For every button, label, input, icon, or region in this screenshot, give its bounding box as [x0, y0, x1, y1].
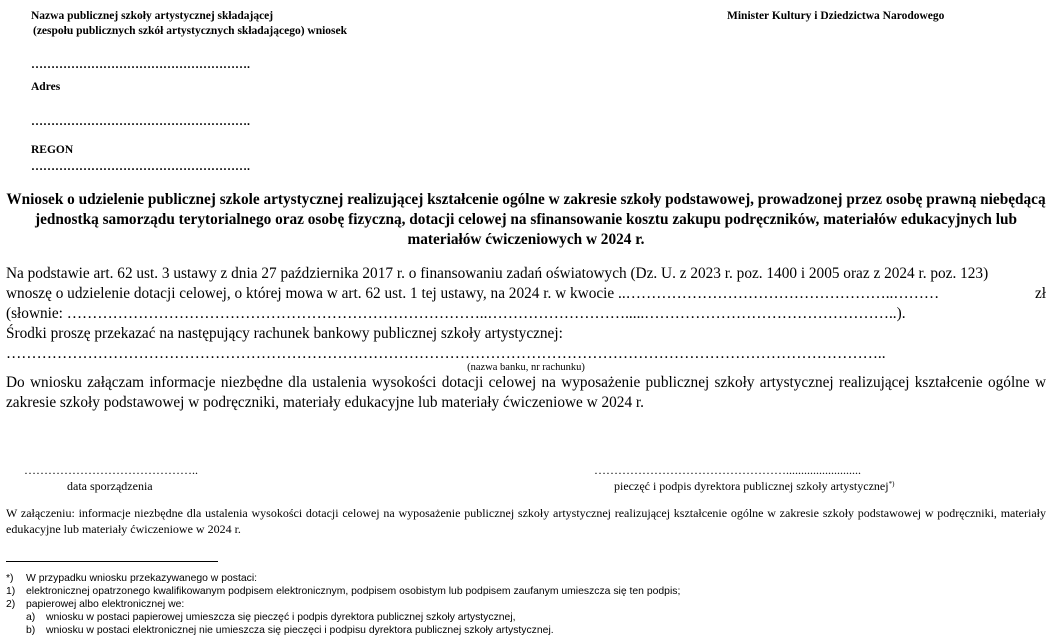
footnote-sub-a-letter: a): [26, 612, 36, 623]
director-signature-block: [594, 462, 914, 494]
amount-in-words-field[interactable]: (słownie: ………………………………………………………………………..……………………….....…………………………………………..).: [6, 305, 906, 322]
request-line-1: Na podstawie art. 62 ust. 3 ustawy z dnia 27 października 2017 r. o finansowaniu zadań oświatowych (Dz. U. z 2023 r. poz. 1400 i 2005 oraz z 2024 r. poz. 123): [6, 265, 989, 282]
date-label: data sporządzenia: [67, 479, 153, 493]
amount-field[interactable]: wnoszę o udzielenie dotacji celowej, o której mowa w art. 62 ust. 1 tej ustawy, na 2024 r. w kwocie ..……………………………………………..………: [6, 285, 940, 302]
footnote-mark: *): [6, 573, 14, 584]
bank-account-instruction: Środki proszę przekazać na następujący rachunek bankowy publicznej szkoły artystycznej:: [6, 325, 563, 342]
school-name-label-line1: Nazwa publicznej szkoły artystycznej składającej: [31, 10, 274, 22]
footnote-intro: W przypadku wniosku przekazywanego w postaci:: [26, 573, 258, 584]
address-field[interactable]: ……………………………………………….: [31, 114, 250, 128]
school-name-label: [31, 9, 347, 39]
footnote-item-2-number: 2): [6, 599, 16, 610]
footnote-item-2: papierowej albo elektronicznej we:: [26, 599, 185, 610]
footnote-block: [6, 572, 1046, 637]
recipient-label: Minister Kultury i Dziedzictwa Narodowego: [727, 10, 945, 22]
footnote-divider: [6, 561, 218, 562]
regon-label: REGON: [31, 144, 74, 156]
request-line-2: [6, 284, 1046, 304]
footnote-sub-b-letter: b): [26, 625, 36, 636]
bank-account-field[interactable]: ………………………………………………………………………………………………………………………………………………………..: [6, 345, 886, 362]
currency-label: zł: [1034, 285, 1046, 302]
signature-field[interactable]: ………………………………………….........................: [594, 463, 861, 477]
footnote-sub-b: wniosku w postaci elektronicznej nie umieszcza się pieczęci i podpisu dyrektora publicznej szkoły artystycznej.: [46, 625, 554, 636]
address-label: Adres: [31, 81, 61, 93]
footnote-item-1: elektronicznej opatrzonego kwalifikowanym podpisem elektronicznym, podpisem osobistym lub podpisem zaufanym umieszcza się ten podpis;: [26, 586, 681, 597]
school-name-label-line2: (zespołu publicznych szkół artystycznych składającego) wniosek: [33, 25, 348, 37]
date-field[interactable]: ……………………………………..: [24, 463, 198, 477]
footnote-sub-a: wniosku w postaci papierowej umieszcza się pieczęć i podpis dyrektora publicznej szkoły artystycznej,: [46, 612, 516, 623]
regon-field[interactable]: ……………………………………………….: [31, 159, 250, 173]
school-name-field[interactable]: ……………………………………………….: [31, 57, 250, 71]
signature-label-text: pieczęć i podpis dyrektora publicznej szkoły artystycznej: [614, 479, 889, 493]
date-signature-block: [24, 462, 204, 494]
signature-footnote-mark: *): [888, 480, 895, 488]
signature-label: [594, 478, 914, 494]
footnote-item-1-number: 1): [6, 586, 16, 597]
bank-account-caption: (nazwa banku, nr rachunku): [467, 362, 585, 373]
document-title: Wniosek o udzielenie publicznej szkole artystycznej realizującej kształcenie ogólne w zakresie szkoły podstawowej, prowadzonej przez osobę prawną niebędącą jednostką samorządu terytorialnego oraz osobę fizyczną, dotacji celowej na sfinansowanie kosztu zakupu podręczników, materiałów edukacyjnych lub materiałów ćwiczeniowych w 2024 r.: [6, 191, 1046, 248]
attachment-note: W załączeniu: informacje niezbędne dla ustalenia wysokości dotacji celowej na wyposażenie publicznej szkoły artystycznej realizującej kształcenie ogólne w zakresie szkoły podstawowej w podręczniki, materiały edukacyjne lub materiały ćwiczeniowe w 2024 r.: [6, 506, 1046, 536]
attachment-paragraph: Do wniosku załączam informacje niezbędne dla ustalenia wysokości dotacji celowej na wyposażenie publicznej szkoły artystycznej realizującej kształcenie ogólne w zakresie szkoły podstawowej w podręczniki, materiały edukacyjne lub materiały ćwiczeniowe w 2024 r.: [6, 374, 1046, 411]
request-paragraph: [6, 264, 1046, 364]
